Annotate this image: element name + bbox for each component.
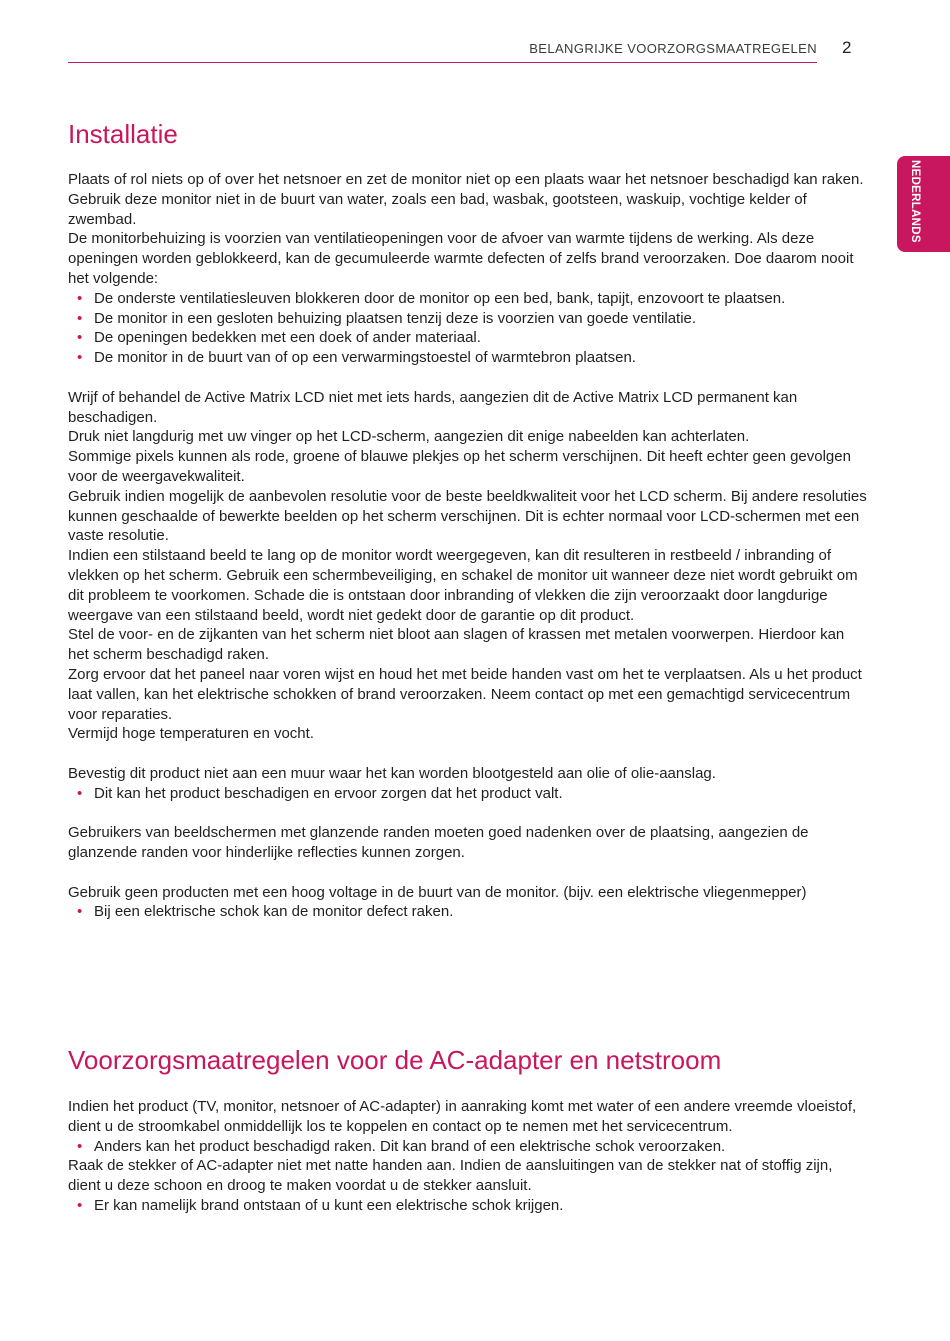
page-header — [68, 38, 817, 63]
paragraph: Gebruikers van beeldschermen met glanzende randen moeten goed nadenken over de plaatsing, aangezien de glanzende randen voor hinderlijke reflecties kunnen zorgen. — [68, 824, 809, 862]
section-title-installatie: Installatie — [68, 119, 178, 149]
list-item: • Er kan namelijk brand ontstaan of u kunt een elektrische schok krijgen. — [68, 1196, 868, 1216]
bullet-list — [68, 784, 868, 804]
paragraph: Wrijf of behandel de Active Matrix LCD niet met iets hards, aangezien dit de Active Matrix LCD permanent kan beschadigen. — [68, 388, 798, 426]
paragraph: Raak de stekker of AC-adapter niet met natte handen aan. Indien de aansluitingen van de stekker nat of stoffig zijn, dient u deze schoon en droog te maken voordat u de stekker aansluit. — [68, 1157, 833, 1195]
list-item: • Bij een elektrische schok kan de monitor defect raken. — [68, 902, 868, 922]
paragraph: Gebruik geen producten met een hoog voltage in de buurt van de monitor. (bijv. een elektrische vliegenmepper) — [68, 883, 807, 901]
paragraph: Zorg ervoor dat het paneel naar voren wijst en houd het met beide handen vast om het te verplaatsen. Als u het product laat vallen, kan het elektrische schokken of brand veroorzaken. Neem contact op met een gemachtigd servicecentrum voor reparaties. — [68, 665, 862, 723]
installatie-body — [68, 170, 868, 922]
section-title-ac-adapter: Voorzorgsmaatregelen voor de AC-adapter en netstroom — [68, 1045, 722, 1075]
paragraph: Vermijd hoge temperaturen en vocht. — [68, 725, 314, 743]
language-tab — [897, 156, 950, 252]
paragraph: Gebruik indien mogelijk de aanbevolen resolutie voor de beste beeldkwaliteit voor het LCD scherm. Bij andere resoluties kunnen geschaalde of bewerkte beelden op het scherm verschijnen. Dit is echter normaal voor LCD-schermen met een vaste resolutie. — [68, 487, 867, 545]
bullet-list — [68, 1137, 868, 1157]
paragraph: Indien een stilstaand beeld te lang op de monitor wordt weergegeven, kan dit resulteren in restbeeld / inbranding of vlekken op het scherm. Gebruik een schermbeveiliging, en schakel de monitor uit wanneer deze niet wordt gebruikt om dit probleem te voorkomen. Schade die is ontstaan door inbranding of vlekken die zijn veroorzaakt door langdurige weergave van een stilstaand beeld, wordt niet gedekt door de garantie op dit product. — [68, 547, 858, 624]
paragraph: Bevestig dit product niet aan een muur waar het kan worden blootgesteld aan olie of olie-aanslag. — [68, 764, 716, 782]
paragraph: Sommige pixels kunnen als rode, groene of blauwe plekjes op het scherm verschijnen. Dit heeft echter geen gevolgen voor de weergavekwaliteit. — [68, 448, 851, 485]
list-item: • De onderste ventilatiesleuven blokkeren door de monitor op een bed, bank, tapijt, enzovoort te plaatsen. — [68, 289, 868, 309]
paragraph: De monitorbehuizing is voorzien van ventilatieopeningen voor de afvoer van warmte tijdens de werking. Als deze openingen worden geblokkeerd, kan de gecumuleerde warmte defecten of zelfs brand veroorzaken. Doe daarom nooit het volgende: — [68, 230, 854, 287]
list-item: • Anders kan het product beschadigd raken. Dit kan brand of een elektrische schok veroorzaken. — [68, 1137, 868, 1157]
ac-adapter-body — [68, 1097, 868, 1216]
list-item: • De openingen bedekken met een doek of ander materiaal. — [68, 328, 868, 348]
paragraph: Stel de voor- en de zijkanten van het scherm niet bloot aan slagen of krassen met metalen voorwerpen. Hierdoor kan het scherm beschadigd raken. — [68, 626, 845, 664]
paragraph: Gebruik deze monitor niet in de buurt van water, zoals een bad, wasbak, gootsteen, waskuip, vochtige kelder of zwembad. — [68, 190, 807, 228]
page-number: 2 — [842, 38, 852, 57]
bullet-list — [68, 902, 868, 922]
list-item: • De monitor in een gesloten behuizing plaatsen tenzij deze is voorzien van goede ventilatie. — [68, 309, 868, 329]
header-title: BELANGRIJKE VOORZORGSMAATREGELEN — [529, 41, 817, 56]
language-tab-label: NEDERLANDS — [909, 160, 921, 243]
bullet-list — [68, 1196, 868, 1216]
paragraph: Indien het product (TV, monitor, netsnoer of AC-adapter) in aanraking komt met water of een andere vreemde vloeistof, dient u de stroomkabel onmiddellijk los te koppelen en contact op te nemen met het servicecentrum. — [68, 1098, 857, 1135]
list-item: • De monitor in de buurt van of op een verwarmingstoestel of warmtebron plaatsen. — [68, 348, 868, 368]
bullet-list — [68, 289, 868, 368]
paragraph: Plaats of rol niets op of over het netsnoer en zet de monitor niet op een plaats waar het netsnoer beschadigd kan raken. — [68, 171, 864, 188]
list-item: • Dit kan het product beschadigen en ervoor zorgen dat het product valt. — [68, 784, 868, 804]
paragraph: Druk niet langdurig met uw vinger op het LCD-scherm, aangezien dit enige nabeelden kan achterlaten. — [68, 428, 750, 446]
